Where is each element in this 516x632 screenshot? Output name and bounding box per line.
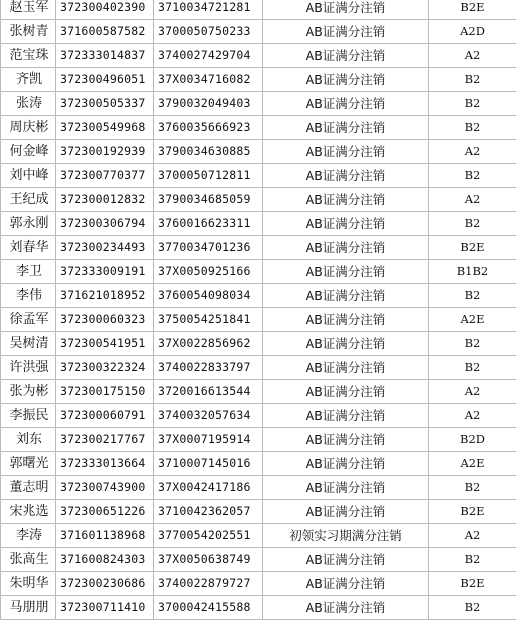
driver-name-cell: 李振民: [1, 404, 56, 428]
revocation-reason-cell: AB证满分注销: [263, 20, 429, 44]
vehicle-class-cell: A2: [429, 44, 516, 68]
vehicle-class-cell: B2E: [429, 572, 516, 596]
driver-name-cell: 董志明: [1, 476, 56, 500]
table-row: [1, 308, 516, 332]
license-number-cell: 372300306794: [56, 212, 154, 236]
license-number-cell: 372300012832: [56, 188, 154, 212]
table-row: [1, 140, 516, 164]
driver-name-cell: 刘中峰: [1, 164, 56, 188]
table-row: [1, 380, 516, 404]
driver-name-cell: 朱明华: [1, 572, 56, 596]
driver-name-cell: 郭曙光: [1, 452, 56, 476]
table-row: [1, 572, 516, 596]
license-number-cell: 371601138968: [56, 524, 154, 548]
license-number-cell: 372300549968: [56, 116, 154, 140]
file-number-cell: 37X0034716082: [154, 68, 263, 92]
driver-name-cell: 马朋朋: [1, 596, 56, 620]
file-number-cell: 3790034630885: [154, 140, 263, 164]
vehicle-class-cell: B2E: [429, 500, 516, 524]
driver-name-cell: 李涛: [1, 524, 56, 548]
license-number-cell: 372300496051: [56, 68, 154, 92]
driver-name-cell: 张高生: [1, 548, 56, 572]
license-number-cell: 372333013664: [56, 452, 154, 476]
driver-name-cell: 周庆彬: [1, 116, 56, 140]
driver-name-cell: 徐孟军: [1, 308, 56, 332]
license-number-cell: 371621018952: [56, 284, 154, 308]
revocation-reason-cell: AB证满分注销: [263, 356, 429, 380]
table-row: [1, 164, 516, 188]
vehicle-class-cell: A2: [429, 524, 516, 548]
license-number-cell: 372300505337: [56, 92, 154, 116]
table-row: [1, 404, 516, 428]
driver-name-cell: 吴树清: [1, 332, 56, 356]
file-number-cell: 3700050712811: [154, 164, 263, 188]
revocation-reason-cell: AB证满分注销: [263, 572, 429, 596]
revocation-reason-cell: AB证满分注销: [263, 476, 429, 500]
file-number-cell: 37X0022856962: [154, 332, 263, 356]
vehicle-class-cell: B2: [429, 116, 516, 140]
revocation-reason-cell: AB证满分注销: [263, 548, 429, 572]
revocation-reason-cell: AB证满分注销: [263, 164, 429, 188]
table-body: [1, 0, 516, 620]
driver-name-cell: 张树青: [1, 20, 56, 44]
revocation-reason-cell: AB证满分注销: [263, 92, 429, 116]
file-number-cell: 3740032057634: [154, 404, 263, 428]
file-number-cell: 37X0007195914: [154, 428, 263, 452]
revocation-reason-cell: AB证满分注销: [263, 44, 429, 68]
file-number-cell: 37X0050925166: [154, 260, 263, 284]
driver-name-cell: 李卫: [1, 260, 56, 284]
revocation-reason-cell: AB证满分注销: [263, 596, 429, 620]
file-number-cell: 37X0042417186: [154, 476, 263, 500]
revocation-reason-cell: AB证满分注销: [263, 308, 429, 332]
driver-name-cell: 刘春华: [1, 236, 56, 260]
license-number-cell: 372300060323: [56, 308, 154, 332]
revocation-reason-cell: AB证满分注销: [263, 116, 429, 140]
license-number-cell: 372300175150: [56, 380, 154, 404]
vehicle-class-cell: B2: [429, 356, 516, 380]
vehicle-class-cell: B2: [429, 68, 516, 92]
vehicle-class-cell: B2E: [429, 236, 516, 260]
license-number-cell: 372300711410: [56, 596, 154, 620]
revocation-reason-cell: AB证满分注销: [263, 404, 429, 428]
file-number-cell: 3740022833797: [154, 356, 263, 380]
driver-name-cell: 齐凯: [1, 68, 56, 92]
table-row: [1, 524, 516, 548]
file-number-cell: 3740022879727: [154, 572, 263, 596]
vehicle-class-cell: B2: [429, 548, 516, 572]
vehicle-class-cell: A2: [429, 404, 516, 428]
file-number-cell: 3710007145016: [154, 452, 263, 476]
vehicle-class-cell: B2: [429, 212, 516, 236]
table-row: [1, 260, 516, 284]
license-number-cell: 372300234493: [56, 236, 154, 260]
table-row: [1, 284, 516, 308]
table-row: [1, 476, 516, 500]
license-number-cell: 372300060791: [56, 404, 154, 428]
file-number-cell: 3770054202551: [154, 524, 263, 548]
vehicle-class-cell: B2E: [429, 0, 516, 20]
table-row: [1, 0, 516, 20]
vehicle-class-cell: A2: [429, 188, 516, 212]
driver-name-cell: 何金峰: [1, 140, 56, 164]
vehicle-class-cell: B2: [429, 596, 516, 620]
table-row: [1, 188, 516, 212]
driver-name-cell: 刘东: [1, 428, 56, 452]
table-row: [1, 500, 516, 524]
license-number-cell: 372300192939: [56, 140, 154, 164]
driver-name-cell: 张为彬: [1, 380, 56, 404]
file-number-cell: 3760035666923: [154, 116, 263, 140]
license-number-cell: 372300770377: [56, 164, 154, 188]
license-number-cell: 371600587582: [56, 20, 154, 44]
license-number-cell: 372300743900: [56, 476, 154, 500]
vehicle-class-cell: B2: [429, 164, 516, 188]
vehicle-class-cell: B2D: [429, 428, 516, 452]
file-number-cell: 3720016613544: [154, 380, 263, 404]
table-row: [1, 596, 516, 620]
license-number-cell: 372300402390: [56, 0, 154, 20]
driver-name-cell: 王纪成: [1, 188, 56, 212]
file-number-cell: 3710042362057: [154, 500, 263, 524]
revocation-reason-cell: AB证满分注销: [263, 428, 429, 452]
vehicle-class-cell: B2: [429, 284, 516, 308]
license-number-cell: 372300651226: [56, 500, 154, 524]
license-number-cell: 372300541951: [56, 332, 154, 356]
file-number-cell: 3770034701236: [154, 236, 263, 260]
revocation-reason-cell: AB证满分注销: [263, 236, 429, 260]
vehicle-class-cell: B1B2: [429, 260, 516, 284]
vehicle-class-cell: B2: [429, 332, 516, 356]
table-row: [1, 452, 516, 476]
table-row: [1, 68, 516, 92]
license-number-cell: 371600824303: [56, 548, 154, 572]
table-row: [1, 44, 516, 68]
file-number-cell: 3700042415588: [154, 596, 263, 620]
license-number-cell: 372333009191: [56, 260, 154, 284]
revocation-reason-cell: AB证满分注销: [263, 452, 429, 476]
file-number-cell: 3790032049403: [154, 92, 263, 116]
file-number-cell: 3760054098034: [154, 284, 263, 308]
vehicle-class-cell: B2: [429, 92, 516, 116]
file-number-cell: 3790034685059: [154, 188, 263, 212]
license-number-cell: 372333014837: [56, 44, 154, 68]
vehicle-class-cell: B2: [429, 476, 516, 500]
revocation-reason-cell: AB证满分注销: [263, 284, 429, 308]
revocation-reason-cell: AB证满分注销: [263, 212, 429, 236]
driver-name-cell: 李伟: [1, 284, 56, 308]
table-row: [1, 212, 516, 236]
revocation-reason-cell: AB证满分注销: [263, 380, 429, 404]
driver-name-cell: 许洪强: [1, 356, 56, 380]
license-number-cell: 372300230686: [56, 572, 154, 596]
revocation-reason-cell: AB证满分注销: [263, 332, 429, 356]
license-number-cell: 372300322324: [56, 356, 154, 380]
table-row: [1, 428, 516, 452]
driver-name-cell: 范宝珠: [1, 44, 56, 68]
vehicle-class-cell: A2D: [429, 20, 516, 44]
license-number-cell: 372300217767: [56, 428, 154, 452]
file-number-cell: 37X0050638749: [154, 548, 263, 572]
vehicle-class-cell: A2E: [429, 452, 516, 476]
driver-name-cell: 郭永刚: [1, 212, 56, 236]
revocation-reason-cell: AB证满分注销: [263, 500, 429, 524]
vehicle-class-cell: A2: [429, 140, 516, 164]
revocation-reason-cell: AB证满分注销: [263, 140, 429, 164]
driver-name-cell: 张涛: [1, 92, 56, 116]
table-row: [1, 332, 516, 356]
revocation-reason-cell: AB证满分注销: [263, 188, 429, 212]
vehicle-class-cell: A2E: [429, 308, 516, 332]
vehicle-class-cell: A2: [429, 380, 516, 404]
driver-name-cell: 赵玉军: [1, 0, 56, 20]
file-number-cell: 3710034721281: [154, 0, 263, 20]
table-row: [1, 548, 516, 572]
file-number-cell: 3760016623311: [154, 212, 263, 236]
driver-name-cell: 宋兆选: [1, 500, 56, 524]
revocation-reason-cell: AB证满分注销: [263, 0, 429, 20]
table-row: [1, 116, 516, 140]
file-number-cell: 3750054251841: [154, 308, 263, 332]
file-number-cell: 3700050750233: [154, 20, 263, 44]
table-row: [1, 236, 516, 260]
table-row: [1, 356, 516, 380]
table-row: [1, 92, 516, 116]
revocation-reason-cell: AB证满分注销: [263, 260, 429, 284]
revocation-reason-cell: 初领实习期满分注销: [263, 524, 429, 548]
table-row: [1, 20, 516, 44]
revocation-reason-cell: AB证满分注销: [263, 68, 429, 92]
file-number-cell: 3740027429704: [154, 44, 263, 68]
